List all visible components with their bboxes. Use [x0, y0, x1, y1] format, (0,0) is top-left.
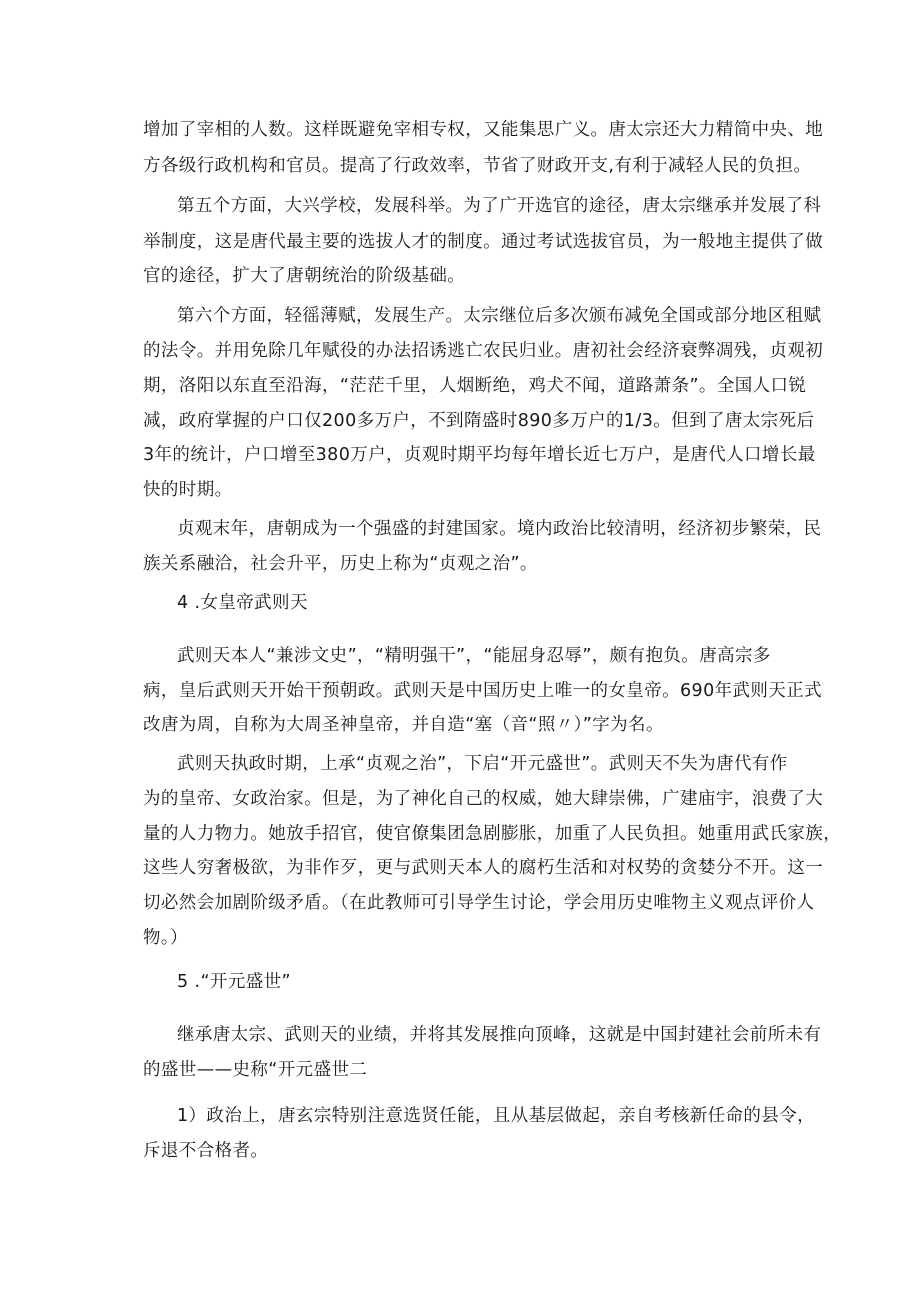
text-line: 斥退不合格者。: [143, 1141, 269, 1161]
text-line: 继承唐太宗、武则天的业绩，并将其发展推向顶峰，这就是中国封建社会前所未有: [177, 1025, 822, 1045]
section-heading: 5 .“开元盛世”: [177, 972, 291, 992]
text-line: 减，政府掌握的户口仅200多万户，不到隋盛时890多万户的1/3。但到了唐太宗死后: [143, 411, 815, 431]
text-line: 快的时期。: [143, 480, 233, 500]
text-line: 的法令。并用免除几年赋役的办法招诱逃亡农民归业。唐初社会经济衰弊凋残，贞观初: [143, 341, 824, 361]
text-line: 武则天本人“兼涉文史”，“精明强干”，“能屈身忍辱”，颇有抱负。唐高宗多: [177, 646, 771, 666]
text-line: 切必然会加剧阶级矛盾。（在此教师可引导学生讨论，学会用历史唯物主义观点评价人: [143, 893, 815, 913]
text-line: 官的途径，扩大了唐朝统治的阶级基础。: [143, 266, 466, 286]
text-line: 举制度，这是唐代最主要的选拔人才的制度。通过考试选拔官员，为一般地主提供了做: [143, 232, 824, 252]
text-line: 增加了宰相的人数。这样既避免宰相专权，又能集思广义。唐太宗还大力精简中央、地: [143, 120, 824, 140]
text-line: 贞观末年，唐朝成为一个强盛的封建国家。境内政治比较清明，经济初步繁荣，民: [177, 519, 822, 539]
text-line: 期，洛阳以东直至沿海，“茫茫千里，人烟断绝，鸡犬不闻，道路萧条”。全国人口锐: [143, 376, 807, 396]
text-line: 族关系融洽，社会升平，历史上称为“贞观之治”。: [143, 554, 538, 574]
text-line: 3年的统计，户口增至380万户，贞观时期平均每年增长近七万户，是唐代人口增长最: [143, 445, 816, 465]
text-line: 病，皇后武则天开始干预朝政。武则天是中国历史上唯一的女皇帝。690年武则天正式: [143, 681, 822, 701]
text-line: 第五个方面，大兴学校，发展科举。为了广开选官的途径，唐太宗继承并发展了科: [177, 196, 822, 216]
text-line: 方各级行政机构和官员。提高了行政效率，节省了财政开支,有利于减轻人民的负担。: [143, 156, 812, 176]
text-line: 1）政治上，唐玄宗特别注意选贤任能，且从基层做起，亲自考核新任命的县令，: [177, 1106, 816, 1126]
text-line: 的盛世——史称“开元盛世二: [143, 1060, 368, 1080]
section-heading: 4 .女皇帝武则天: [177, 593, 308, 613]
text-line: 量的人力物力。她放手招官，使官僚集团急剧膨胀，加重了人民负担。她重用武氏家族，: [143, 824, 842, 844]
text-line: 这些人穷奢极欲，为非作歹，更与武则天本人的腐朽生活和对权势的贪婪分不开。这一: [143, 858, 824, 878]
text-line: 为的皇帝、女政治家。但是，为了神化自己的权威，她大肆崇佛，广建庙宇，浪费了大: [143, 789, 824, 809]
text-line: 第六个方面，轻徭薄赋，发展生产。太宗继位后多次颁布减免全国或部分地区租赋: [177, 306, 822, 326]
text-line: 物。）: [143, 928, 188, 948]
text-line: 武则天执政时期，上承“贞观之治”，下启“开元盛世”。武则天不失为唐代有作: [177, 754, 788, 774]
text-line: 改唐为周，自称为大周圣神皇帝，并自造“塞（音“照〃）”字为名。: [143, 715, 664, 735]
